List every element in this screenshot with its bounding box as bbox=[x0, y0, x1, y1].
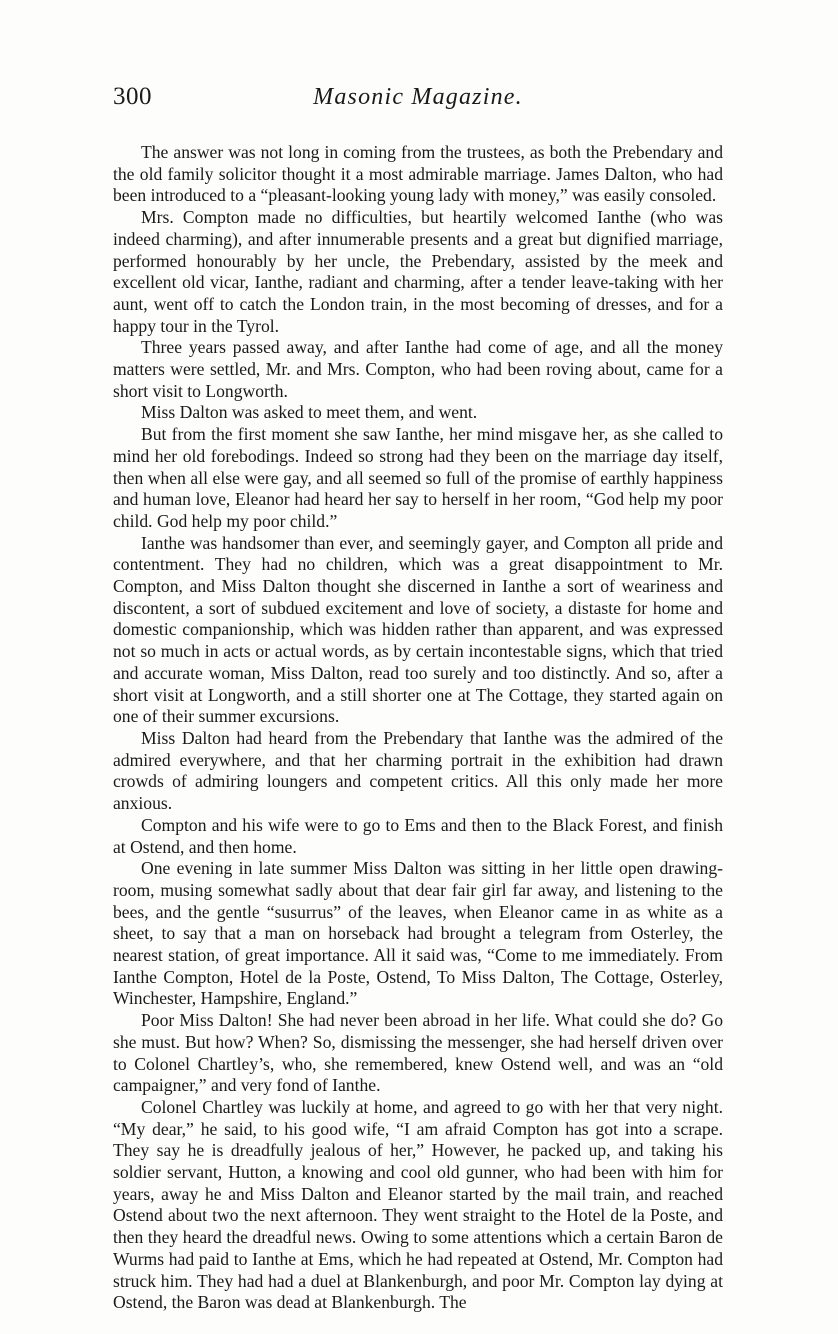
paragraph: But from the first moment she saw Ianthe, her mind misgave her, as she called to mind her old forebodings. Indeed so strong had they been on the marriage day itself, then when all else were gay, and all seemed so full of the promise of earthly happiness and human love, Eleanor had heard her say to herself in her room, “God help my poor child. God help my poor child.” bbox=[113, 424, 723, 531]
paragraph: Ianthe was handsomer than ever, and seemingly gayer, and Compton all pride and contentment. They had no children, which was a great disappointment to Mr. Compton, and Miss Dalton thought she discerned in Ianthe a sort of weariness and discontent, a sort of subdued excitement and love of society, a distaste for home and domestic companionship, which was hidden rather than apparent, and was expressed not so much in acts or actual words, as by certain incontestable signs, which that tried and accurate woman, Miss Dalton, read too surely and too distinctly. And so, after a short visit at Longworth, and a still shorter one at The Cottage, they started again on one of their summer excursions. bbox=[113, 532, 723, 727]
paragraph: Miss Dalton was asked to meet them, and went. bbox=[141, 402, 478, 423]
paragraph: The answer was not long in coming from the trustees, as both the Prebendary and the old family solicitor thought it a most admirable marriage. James Dalton, who had been introduced to a “pleasant-looking young lady with money,” was easily consoled. bbox=[113, 142, 723, 206]
paragraph: Compton and his wife were to go to Ems and then to the Black Forest, and finish at Ostend, and then home. bbox=[113, 814, 723, 857]
running-title: Masonic Magazine. bbox=[313, 84, 523, 110]
paragraph: Poor Miss Dalton! She had never been abroad in her life. What could she do? Go she must. But how? When? So, dismissing the messenger, she had herself driven over to Colonel Chartley’s, who, she remembered, knew Ostend well, and was an “old campaigner,” and very fond of Ianthe. bbox=[113, 1010, 723, 1096]
paragraph: Colonel Chartley was luckily at home, and agreed to go with her that very night. “My dear,” he said, to his good wife, “I am afraid Compton has got into a scrape. They say he is dreadfully jealous of her,” However, he packed up, and taking his soldier servant, Hutton, a knowing and cool old gunner, who had been with him for years, away he and Miss Dalton and Eleanor started by the mail train, and reached Ostend about two the next afternoon. They went straight to the Hotel de la Poste, and then they heard the dreadful news. Owing to some attentions which a certain Baron de Wurms had paid to Ianthe at Ems, which he had repeated at Ostend, Mr. Compton had struck him. They had had a duel at Blankenburgh, and poor Mr. Compton lay dying at Ostend, the Baron was dead at Blankenburgh. The bbox=[113, 1096, 723, 1313]
page-header bbox=[113, 82, 723, 116]
paragraph: Mrs. Compton made no difficulties, but heartily welcomed Ianthe (who was indeed charming), and after innumerable presents and a great but dignified marriage, performed honourably by her uncle, the Prebendary, assisted by the meek and excellent old vicar, Ianthe, radiant and charming, after a tender leave-taking with her aunt, went off to catch the London train, in the most becoming of dresses, and for a happy tour in the Tyrol. bbox=[113, 207, 723, 336]
paragraph: One evening in late summer Miss Dalton was sitting in her little open drawing-room, musing somewhat sadly about that dear fair girl far away, and listening to the bees, and the gentle “susurrus” of the leaves, when Eleanor came in as white as a sheet, to say that a man on horseback had brought a telegram from Osterley, the nearest station, of great importance. All it said was, “Come to me immediately. From Ianthe Compton, Hotel de la Poste, Ostend, To Miss Dalton, The Cottage, Osterley, Winchester, Hampshire, England.” bbox=[113, 858, 723, 1009]
paragraph: Three years passed away, and after Ianthe had come of age, and all the money matters were settled, Mr. and Mrs. Compton, who had been roving about, came for a short visit to Longworth. bbox=[113, 337, 723, 401]
paragraph: Miss Dalton had heard from the Prebendary that Ianthe was the admired of the admired everywhere, and that her charming portrait in the exhibition had drawn crowds of admiring loungers and competent critics. All this only made her more anxious. bbox=[113, 727, 723, 814]
article-body bbox=[113, 142, 723, 1314]
page-number: 300 bbox=[113, 83, 152, 110]
